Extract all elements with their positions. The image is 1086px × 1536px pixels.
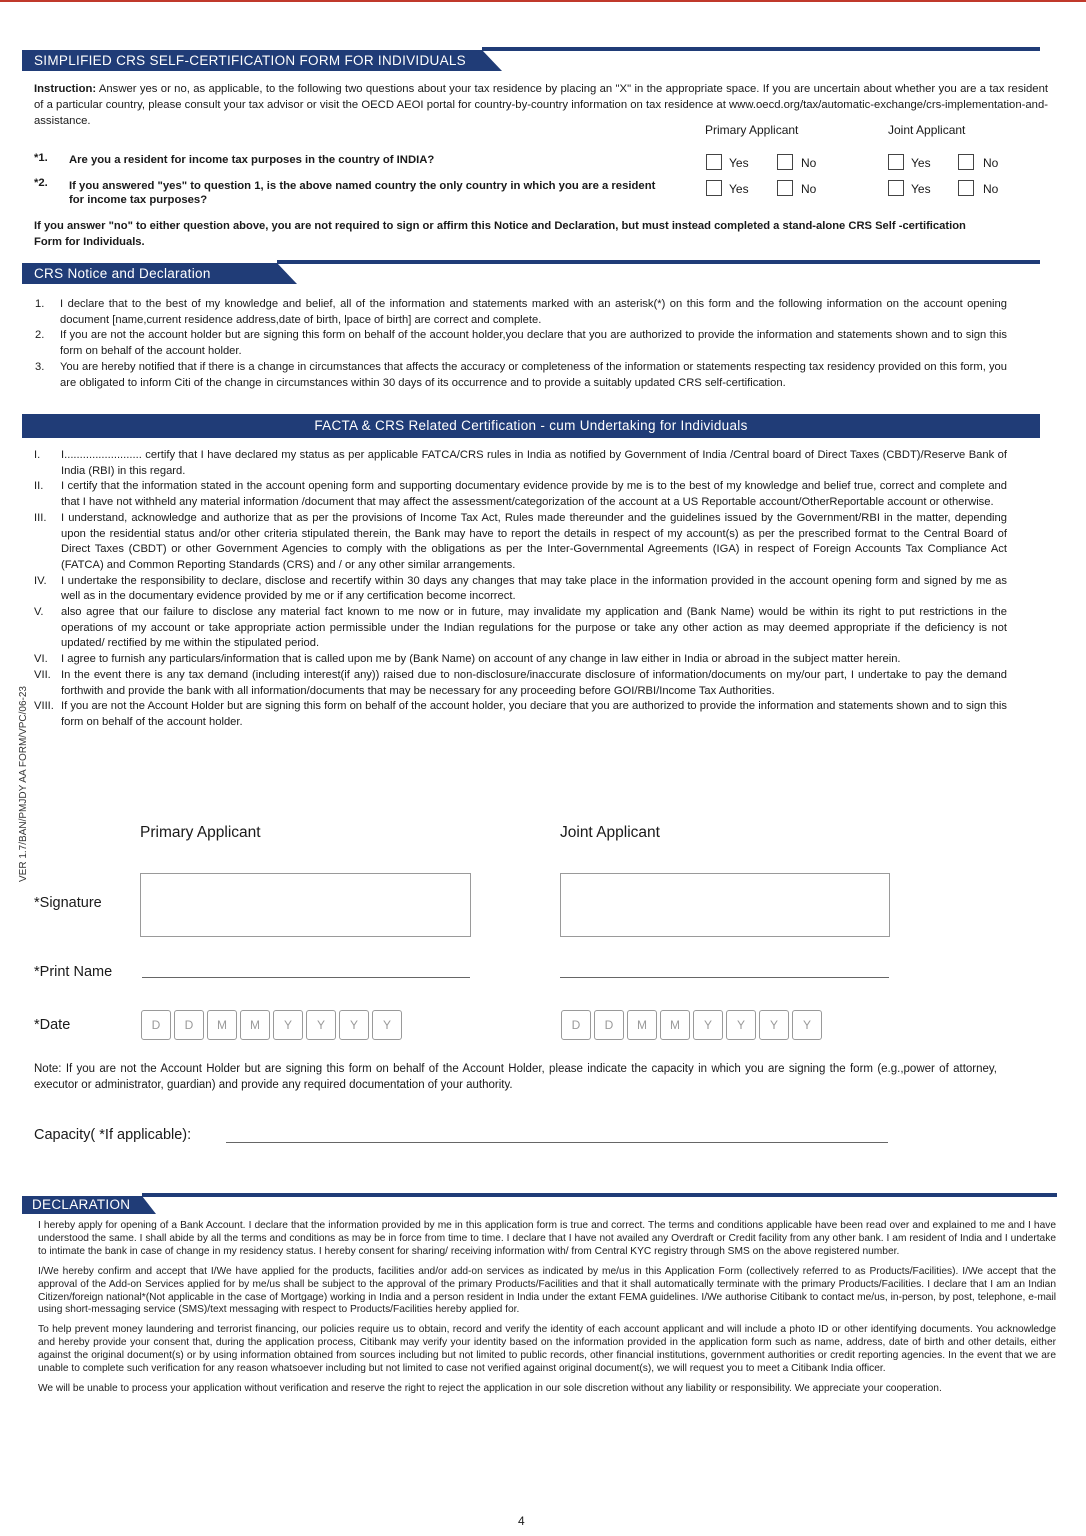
list-item: I. I......................... certify that I have declared my status as per applicable FATCA/CRS rules in India as notified by Government of India /Central board of Direct Taxes (CBDT)/Reserve Bank of India (RBI) in this regard. [34, 449, 1007, 477]
joint-print-name-field[interactable] [560, 977, 889, 978]
header-slant [142, 1196, 156, 1214]
authority-note: Note: If you are not the Account Holder but are signing this form on behalf of the Account Holder, please indicate the capacity in which you are signing the form (e.g.,power of attorney, executor or administrator, guardian) and provide any required documentation of your authority. [34, 1063, 997, 1091]
date-cell[interactable]: Y [792, 1010, 822, 1040]
form-version-label: VER 1.7/BAN/PMJDY AA FORM/VPC/06-23 [18, 686, 29, 882]
list-item: 3. You are hereby notified that if there is a change in circumstances that affects the accuracy or completeness of the information or statements respecting tax residency provided on this form, you are obligated to inform Citi of the change in circumstances within 30 days of its occurrence and to provide a suitably updated CRS self-certification. [35, 360, 1007, 389]
list-item: III. I understand, acknowledge and authorize that as per the provisions of Income Tax Act, Rules made thereunder and the guidelines issued by the Government/RBI in the matter, depending upon the residential status and/or other criteria stipulated therein, the Bank may have to report the details in respect of my account(s) as per the prescribed format to the Central Board of Direct Taxes (CBDT) or other Government Agencies to comply with the obligations as per the Inter-Governmental Agreements (IGA) in respect of Foreign Accounts Tax Compliance Act (FATCA) and Common Reporting Standards (CRS) and / or any other similar arrangements. [34, 511, 1007, 571]
capacity-label: Capacity( *If applicable): [34, 1127, 192, 1143]
primary-applicant-heading: Primary Applicant [140, 824, 261, 841]
q1-joint-yes-checkbox[interactable] [888, 154, 904, 170]
list-item: II. I certify that the information stated in the account opening form and supporting documentary evidence provide by me is to the best of my knowledge and belief true, correct and complete and that I have not withheld any material information /document that may affect the assessment/categorization of the account at a US Reportable account/OtherReportable account or otherwise. [34, 480, 1007, 509]
top-rule [0, 0, 1086, 2]
date-cell[interactable]: Y [372, 1010, 402, 1040]
declaration-paragraph: I/We hereby confirm and accept that I/We have applied for the products, facilities and/or add-on services as indicated by me/us in this Application Form (collectively referred to as Products/Facilities). I/We accept that the approval of the Add-on Services applied for by me/us shall be subject to the approval of the primary Products/Facilities and that it shall automatically terminate with the primary Products/Facilities. I declare that I am an Indian Citizen/foreign national*(Not applicable in the case of Mortgage) working in India and a person resident in India under the extant FEMA guidelines. I/We authorise Citibank to contact me/us, in-person, by post, telephone, e-mail using short-messaging service (SMS)/text messaging with respect to Products/Facilities hereby applied for. [38, 1265, 1056, 1316]
date-cell[interactable]: D [141, 1010, 171, 1040]
list-item: 2. If you are not the account holder but are signing this form on behalf of the account holder,you declare that you are authorized to provide the information and statements shown and to sign this form on behalf of the account holder. [35, 329, 1007, 358]
joint-signature-box[interactable] [560, 873, 890, 937]
header-slant [482, 50, 502, 71]
date-cell[interactable]: Y [693, 1010, 723, 1040]
print-name-label: *Print Name [34, 964, 113, 980]
header-rule [142, 1193, 1057, 1197]
list-item: V. also agree that our failure to disclose any material fact known to me now or in future, may invalidate my application and (Bank Name) would be within its right to put restrictions in the operations of my account or take appropriate action permissible under the Indian regulations for the purpose or take any other action as may deemed appropriate if the deficiency is not updated/ rectified by me within the stipulated period. [34, 606, 1007, 650]
list-item: IV. I undertake the responsibility to declare, disclose and recertify within 30 days any changes that may take place in the information provided in the account opening form and signed by me as well as in the documentary evidence provided by me or if any certification become incorrect. [34, 574, 1007, 603]
q2-joint-yes-checkbox[interactable] [888, 180, 904, 196]
page-number: 4 [518, 1514, 525, 1528]
declaration-paragraph: We will be unable to process your application without verification and reserve the right to reject the application in our sole discretion without any liability or responsibility. We appreciate your cooperation. [38, 1382, 942, 1394]
col-primary-label: Primary Applicant [705, 123, 799, 137]
q2-joint-no-checkbox[interactable] [958, 180, 974, 196]
date-cell[interactable]: D [594, 1010, 624, 1040]
list-item: VI. I agree to furnish any particulars/information that is called upon me by (Bank Name) on account of any change in law either in India or abroad in the subject matter herein. [34, 653, 901, 666]
q1-number: *1. [34, 152, 48, 164]
q1-joint-no-checkbox[interactable] [958, 154, 974, 170]
col-joint-label: Joint Applicant [888, 123, 966, 137]
date-cell[interactable]: Y [339, 1010, 369, 1040]
notice-list [35, 297, 1007, 391]
instruction-text: Instruction: Answer yes or no, as applicable, to the following two questions about your tax residence by placing an "X" in the appropriate space. If you are uncertain about whether you are a tax resident of a particular country, please consult your tax advisor or visit the OECD AEOI portal for country-by-country information on tax residence at www.oecd.org/tax/automatic-exchange/crs-implementation-and-assistance. [34, 83, 1048, 127]
no-label: No [983, 182, 999, 196]
header-rule [482, 47, 1040, 51]
no-label: No [801, 156, 817, 170]
declaration-paragraph: I hereby apply for opening of a Bank Account. I declare that the information provided by me in this application form is true and correct. The terms and conditions applicable have been read over and explained to me and I have understood the same. I shall abide by all the terms and conditions as may be in force from time to time. I declare that I have not availed any Overdraft or Credit facility from any other bank. I am resident of India and I undertake to intimate the bank in case of change in my residency status. I hereby consent for sharing/ receiving information with/ from Central KYC registry through SMS on the above registered number. [38, 1220, 1056, 1257]
date-cell[interactable]: D [561, 1010, 591, 1040]
date-cell[interactable]: Y [759, 1010, 789, 1040]
date-label: *Date [34, 1017, 71, 1033]
declaration-text [38, 1220, 1056, 1396]
no-label: No [983, 156, 999, 170]
facta-section-header: FACTA & CRS Related Certification - cum Undertaking for Individuals [22, 414, 1040, 438]
header-rule [277, 260, 1040, 264]
primary-date-field[interactable] [141, 1010, 405, 1040]
declaration-paragraph: To help prevent money laundering and terrorist financing, our policies require us to obtain, record and verify the identity of each account applicant and will include a photo ID or other identifying documents. You acknowledge and hereby provide your consent that, during the application process, Citibank may verify your identity based on the information provided in the application form such as name, address, date of birth and other details, either against the original document(s) or by using information obtained from sources including but not limited to public records, other financial institutions, government authorities or credit reporting agencies. In the event that we are unable to complete such verification for any reason whatsoever including but not limited to case not verified against original document(s), we will request you to meet a Citibank India officer. [38, 1324, 1056, 1375]
list-item: VII. In the event there is any tax demand (including interest(if any)) raised due to non-disclosure/inaccurate disclosure of information/documents on my/our part, I undertake to pay the demand forthwith and provide the bank with all information/documents that may be necessary for any proceeding before GOI/RBI/Income Tax Authorities. [34, 668, 1007, 697]
yes-label: Yes [911, 156, 931, 170]
q1-primary-yes-checkbox[interactable] [706, 154, 722, 170]
date-cell[interactable]: Y [306, 1010, 336, 1040]
q2-primary-yes-checkbox[interactable] [706, 180, 722, 196]
q2-primary-no-checkbox[interactable] [777, 180, 793, 196]
joint-applicant-heading: Joint Applicant [560, 824, 660, 841]
header-slant [277, 263, 297, 284]
date-cell[interactable]: Y [273, 1010, 303, 1040]
crs-note: If you answer "no" to either question above, you are not required to sign or affirm this Notice and Declaration, but must instead completed a stand-alone CRS Self -certification Form for Individuals. [34, 220, 966, 248]
list-item: 1. I declare that to the best of my knowledge and belief, all of the information and statements marked with an asterisk(*) on this form and the following information on the account opening document [name,current residence address,date of birth, lpace of birth] are correct and complete. [35, 298, 1007, 326]
date-cell[interactable]: M [627, 1010, 657, 1040]
facta-list [34, 448, 1007, 731]
q2-number: *2. [34, 177, 48, 189]
declaration-section-header: DECLARATION [22, 1196, 142, 1214]
primary-signature-box[interactable] [140, 873, 471, 937]
date-cell[interactable]: Y [726, 1010, 756, 1040]
yes-label: Yes [729, 156, 749, 170]
notice-section-header: CRS Notice and Declaration [22, 263, 277, 284]
no-label: No [801, 182, 817, 196]
crs-section-header: SIMPLIFIED CRS SELF-CERTIFICATION FORM FOR INDIVIDUALS [22, 50, 482, 71]
date-cell[interactable]: M [240, 1010, 270, 1040]
joint-date-field[interactable] [561, 1010, 825, 1040]
primary-print-name-field[interactable] [142, 977, 470, 978]
q1-text: Are you a resident for income tax purposes in the country of INDIA? [69, 154, 435, 166]
q1-primary-no-checkbox[interactable] [777, 154, 793, 170]
capacity-field[interactable] [226, 1142, 888, 1143]
date-cell[interactable]: M [207, 1010, 237, 1040]
signature-label: *Signature [34, 895, 102, 911]
yes-label: Yes [729, 182, 749, 196]
date-cell[interactable]: D [174, 1010, 204, 1040]
date-cell[interactable]: M [660, 1010, 690, 1040]
q2-text: If you answered "yes" to question 1, is the above named country the only country in which you are a resident for income tax purposes? [69, 180, 656, 206]
list-item: VIII. If you are not the Account Holder but are signing this form on behalf of the account holder, you deciare that you are authorized to provide the information and statements shown and to sign this form on behalf of the account holder. [34, 700, 1007, 728]
yes-label: Yes [911, 182, 931, 196]
